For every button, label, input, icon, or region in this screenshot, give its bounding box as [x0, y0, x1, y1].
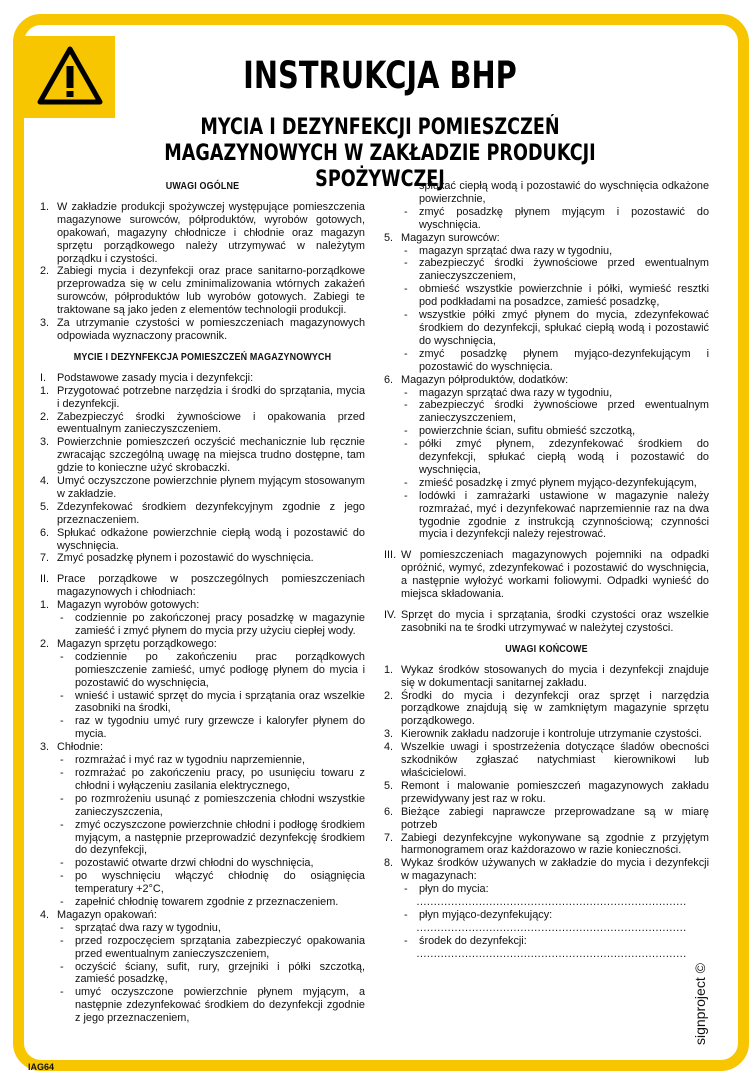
sub-item	[384, 883, 709, 896]
item-text: Powierzchnie pomieszczeń oczyścić mechanicznie lub ręcznie zwracając szczególną uwagę na miejsca trudno dostępne, tam gdzie to konieczne użyć skrobaczki.	[57, 436, 365, 475]
item-number: 5.	[384, 231, 394, 244]
section-heading: UWAGI OGÓLNE	[165, 180, 240, 192]
sub-item-text: rozmrażać i myć raz w tygodniu naprzemiennie,	[75, 754, 306, 767]
item-number: 8.	[384, 857, 394, 870]
item-text: Zabezpieczyć środki żywnościowe i opakowania przed ewentualnym zanieczyszczeniem.	[57, 410, 365, 436]
fill-in-line: ……………………………………………………………………	[416, 896, 687, 909]
spacer	[384, 601, 709, 609]
sub-item-text: zmyć oczyszczone powierzchnie chłodni i podłogę środkiem myjącym, a następnie przeprowadzić dezynfekcję środkiem do dezynfekcji,	[75, 818, 365, 857]
sub-item	[384, 477, 709, 490]
item-text: Za utrzymanie czystości w pomieszczeniach magazynowych odpowiada wyznaczony pracownik.	[57, 317, 365, 342]
dash-marker: -	[404, 438, 408, 451]
dash-marker: -	[60, 715, 64, 728]
sub-item	[40, 857, 365, 870]
item-number: 3.	[40, 741, 50, 754]
sub-item	[40, 612, 365, 638]
sub-item-text: umyć oczyszczone powierzchnie płynem myjącym, a następnie zdezynfekować środkiem do dezynfekcji zgodnie z jego przeznaczeniem,	[75, 986, 365, 1025]
dash-marker: -	[404, 244, 408, 257]
warning-triangle-icon	[37, 46, 103, 106]
item-text: Remont i malowanie pomieszczeń magazynowych zakładu przewidywany jest raz w roku.	[401, 779, 709, 805]
spacer	[40, 343, 365, 351]
dash-marker: -	[60, 689, 64, 702]
list-item	[40, 436, 365, 475]
item-text: Prace porządkowe w poszczególnych pomieszczeniach magazynowych i chłodniach:	[57, 573, 365, 599]
list-item	[40, 372, 365, 385]
item-text: Kierownik zakładu nadzoruje i kontroluje utrzymanie czystości.	[401, 728, 702, 741]
sub-item-text: środek do dezynfekcji:	[419, 934, 527, 947]
list-item	[40, 741, 365, 754]
item-text: Wszelkie uwagi i spostrzeżenia dotyczące śladów obecności szkodników zgłaszać natychmiast kierownikowi lub właścicielowi.	[401, 741, 709, 779]
item-text: Magazyn surowców:	[401, 231, 500, 244]
item-number: III.	[384, 549, 397, 562]
sub-item-text: spłukać ciepłą wodą i pozostawić do wyschnięcia odkażone powierzchnie,	[419, 180, 709, 205]
item-number: 2.	[40, 637, 50, 650]
sub-item	[40, 754, 365, 767]
sub-item-text: zmyć posadzkę płynem myjącym i pozostawić do wyschnięcia.	[419, 205, 709, 231]
item-number: 1.	[40, 384, 50, 397]
item-number: 3.	[40, 436, 50, 449]
sub-item	[40, 935, 365, 961]
sub-item-text: półki zmyć płynem, zdezynfekować środkiem do dezynfekcji, spłukać ciepłą wodą i pozostawić do wyschnięcia,	[419, 438, 709, 476]
list-item	[384, 728, 709, 741]
sub-item	[40, 690, 365, 716]
list-item	[384, 609, 709, 635]
item-number: 2.	[384, 689, 394, 702]
item-text: Spłukać odkażone powierzchnie ciepłą wodą i pozostawić do wyschnięcia.	[57, 526, 365, 552]
sub-item	[384, 245, 709, 258]
list-item	[40, 527, 365, 553]
item-number: 1.	[40, 599, 50, 612]
dash-marker: -	[404, 257, 408, 270]
dash-marker: -	[60, 896, 64, 909]
item-number: 4.	[40, 908, 50, 921]
item-number: 7.	[384, 831, 394, 844]
list-item	[40, 909, 365, 922]
item-text: Podstawowe zasady mycia i dezynfekcji:	[57, 371, 254, 384]
sub-item-text: rozmrażać po zakończeniu pracy, po usunięciu towaru z chłodni i wyłączeniu zasilania elektrycznego,	[75, 766, 365, 792]
dash-marker: -	[404, 934, 408, 947]
dash-marker: -	[60, 818, 64, 831]
item-number: 1.	[40, 200, 50, 213]
list-item	[40, 599, 365, 612]
sub-item-text: obmieść wszystkie powierzchnie i półki, wymieść resztki pod podkładami na posadzce, zamieść posadzkę,	[419, 283, 709, 309]
item-text: Magazyn sprzętu porządkowego:	[57, 637, 217, 650]
sub-item	[384, 935, 709, 948]
sub-item-text: zmyć posadzkę płynem myjąco-dezynfekującym i pozostawić do wyschnięcia.	[419, 347, 709, 373]
sub-item-text: płyn do mycia:	[419, 883, 489, 896]
list-item	[384, 857, 709, 883]
sub-item-text: lodówki i zamrażarki ustawione w magazynie należy rozmrażać, myć i dezynfekować naprzemiennie raz na dwa tygodnie zgodnie z instrukcją czynnościową; czynności mycia i dezynfekcji należy rejestrować.	[419, 489, 709, 541]
spacer	[384, 541, 709, 549]
sub-item	[384, 206, 709, 232]
sub-item	[40, 651, 365, 690]
dash-marker: -	[60, 792, 64, 805]
item-text: Magazyn opakowań:	[57, 908, 157, 921]
dash-marker: -	[60, 766, 64, 779]
sub-item-text: płyn myjąco-dezynfekujący:	[419, 908, 553, 921]
sub-item-text: powierzchnie ścian, sufitu obmieść szczotką,	[419, 425, 636, 438]
sub-item-text: codziennie po zakończonej pracy posadzkę w magazynie zamieść i zmyć płynem do mycia przy użyciu ciepłej wody.	[75, 612, 365, 637]
section-heading: UWAGI KOŃCOWE	[505, 642, 588, 655]
sub-item	[384, 180, 709, 206]
sub-item-text: raz w tygodniu umyć rury grzewcze i kaloryfer płynem do mycia.	[75, 715, 365, 741]
dash-marker: -	[404, 883, 408, 896]
item-number: 2.	[40, 265, 50, 278]
left-column	[40, 180, 365, 1025]
dash-marker: -	[60, 650, 64, 663]
sub-item-text: pozostawić otwarte drzwi chłodni do wyschnięcia,	[75, 857, 314, 870]
subtitle-line-1: MYCIA I DEZYNFEKCJI POMIESZCZEŃ	[200, 115, 560, 140]
item-number: 6.	[40, 526, 50, 539]
item-text: Bieżące zabiegi naprawcze przeprowadzane są w miarę potrzeb	[401, 805, 709, 831]
sub-item	[40, 819, 365, 858]
dash-marker: -	[404, 399, 408, 412]
spacer	[384, 635, 709, 643]
item-number: 2.	[40, 410, 50, 423]
item-text: W zakładzie produkcji spożywczej występujące pomieszczenia magazynowe surowców, półproduktów, wyrobów gotowych, opakowań, magazyny chłodnicze i chłodnie oraz magazyn sprzętu porządkowego należy utrzymywać w należytym porządku i czystości.	[57, 200, 365, 265]
dash-marker: -	[60, 612, 64, 625]
item-number: 6.	[384, 805, 394, 818]
dash-marker: -	[404, 347, 408, 360]
sub-item-text: codziennie po zakończeniu prac porządkowych pomieszczenie zamieść, umyć podłogę płynem do mycia i pozostawić do wyschnięcia,	[75, 650, 365, 689]
list-item	[384, 664, 709, 690]
dash-marker: -	[404, 205, 408, 218]
list-item	[384, 741, 709, 780]
item-text: Sprzęt do mycia i sprzątania, środki czystości oraz wszelkie zasobniki na te środki utrzymywać w należytej czystości.	[401, 609, 709, 634]
dash-marker: -	[404, 386, 408, 399]
sub-item	[384, 438, 709, 477]
sub-item-text: po wyschnięciu włączyć chłodnię do osiągnięcia temperatury +2°C,	[75, 870, 365, 896]
list-item	[384, 806, 709, 832]
sub-item	[40, 870, 365, 896]
dash-marker: -	[404, 283, 408, 296]
fill-in-line: ……………………………………………………………………	[416, 921, 687, 934]
item-text: Wykaz środków używanych w zakładzie do mycia i dezynfekcji w magazynach:	[401, 857, 709, 883]
item-number: 1.	[384, 663, 394, 676]
item-text: Środki do mycia i dezynfekcji oraz sprzęt i narzędzia porządkowe znajdują się w zamkniętym magazynie sprzętu porządkowego.	[401, 689, 709, 728]
list-item	[384, 780, 709, 806]
sub-item-text: zmieść posadzkę i zmyć płynem myjąco-dezynfekującym,	[419, 476, 697, 489]
sub-item-text: zapełnić chłodnię towarem zgodnie z przeznaczeniem.	[75, 896, 339, 909]
item-number: IV.	[384, 609, 397, 621]
right-column	[384, 180, 709, 961]
item-text: Chłodnie:	[57, 741, 104, 754]
subtitle-line-2: MAGAZYNOWYCH W ZAKŁADZIE PRODUKCJI SPOŻYWCZEJ	[164, 141, 596, 192]
sub-item-text: po rozmrożeniu usunąć z pomieszczenia chłodni wszystkie zanieczyszczenia,	[75, 792, 365, 818]
item-number: I.	[40, 371, 47, 384]
dash-marker: -	[404, 425, 408, 438]
sub-item	[40, 986, 365, 1025]
item-text: Umyć oczyszczone powierzchnie płynem myjącym stosowanym w zakładzie.	[57, 475, 365, 500]
item-text: Magazyn wyrobów gotowych:	[57, 599, 200, 612]
warning-sign	[24, 36, 115, 118]
list-item	[40, 638, 365, 651]
item-number: 5.	[384, 779, 394, 792]
dash-marker: -	[60, 960, 64, 973]
list-item	[384, 232, 709, 245]
list-item	[40, 385, 365, 411]
sub-item	[384, 387, 709, 400]
sub-item-text: sprzątać dwa razy w tygodniu,	[75, 921, 221, 934]
list-item	[384, 690, 709, 729]
sub-item-text: wnieść i ustawić sprzęt do mycia i sprzątania oraz wszelkie zasobniki na środki,	[75, 689, 365, 715]
item-number: II.	[40, 573, 50, 586]
dash-marker: -	[60, 857, 64, 870]
sub-item	[40, 793, 365, 819]
list-item	[40, 411, 365, 437]
list-item	[40, 552, 365, 565]
sub-item	[384, 425, 709, 438]
list-item	[384, 832, 709, 858]
list-item	[40, 265, 365, 317]
sub-item-text: przed rozpoczęciem sprzątania zabezpieczyć opakowania przed ewentualnym zanieczyszczeniem,	[75, 934, 365, 960]
sub-item	[384, 348, 709, 374]
item-text: Wykaz środków stosowanych do mycia i dezynfekcji znajduje się w dokumentacji sanitarnej zakładu.	[401, 663, 709, 689]
sub-item	[384, 309, 709, 348]
spacer	[40, 565, 365, 573]
item-text: Przygotować potrzebne narzędzia i środki do sprzątania, mycia i dezynfekcji.	[57, 384, 365, 410]
dash-marker: -	[60, 870, 64, 883]
list-item	[40, 201, 365, 266]
sub-item	[384, 909, 709, 922]
item-text: W pomieszczeniach magazynowych pojemniki na odpadki opróżnić, wymyć, zdezynfekować i pozostawić do wyschnięcia, a następnie wyłożyć workami foliowymi. Odpadki wynieść do miejsca składowania.	[401, 549, 709, 601]
dash-marker: -	[404, 476, 408, 489]
sub-item-text: zabezpieczyć środki żywnościowe przed ewentualnym zanieczyszczeniem,	[419, 399, 709, 425]
list-item	[40, 475, 365, 501]
item-number: 7.	[40, 552, 50, 565]
list-item	[40, 573, 365, 599]
sub-item	[384, 399, 709, 425]
sub-item	[384, 490, 709, 542]
sub-item	[384, 283, 709, 309]
dash-marker: -	[60, 934, 64, 947]
item-number: 3.	[40, 317, 50, 330]
dash-marker: -	[60, 921, 64, 934]
item-number: 4.	[384, 741, 394, 754]
sub-item	[40, 767, 365, 793]
dash-marker: -	[404, 908, 408, 921]
sub-item	[40, 896, 365, 909]
dash-marker: -	[60, 986, 64, 999]
item-number: 4.	[40, 475, 50, 488]
item-text: Zmyć posadzkę płynem i pozostawić do wyschnięcia.	[57, 552, 314, 565]
sub-item-text: wszystkie półki zmyć płynem do mycia, zdezynfekować środkiem do dezynfekcji, spłukać ciepłą wodą i pozostawić do wyschnięcia,	[419, 309, 709, 347]
dash-marker: -	[404, 309, 408, 322]
list-item	[40, 317, 365, 343]
sub-item-text: magazyn sprzątać dwa razy w tygodniu,	[419, 386, 613, 399]
sub-item-text: magazyn sprzątać dwa razy w tygodniu,	[419, 244, 613, 257]
sub-item	[40, 961, 365, 987]
dash-marker: -	[404, 489, 408, 502]
item-number: 5.	[40, 500, 50, 513]
item-text: Zabiegi dezynfekcyjne wykonywane są zgodnie z przyjętym harmonogramem oraz każdorazowo w razie konieczności.	[401, 831, 709, 857]
sub-item	[384, 257, 709, 283]
sub-item	[40, 715, 365, 741]
sub-item-text: zabezpieczyć środki żywnościowe przed ewentualnym zanieczyszczeniem,	[419, 257, 709, 283]
item-number: 6.	[384, 373, 394, 386]
list-item	[384, 549, 709, 601]
list-item	[40, 501, 365, 527]
product-code: IAG64	[28, 1062, 55, 1072]
item-text: Zdezynfekować środkiem dezynfekcyjnym zgodnie z jego przeznaczeniem.	[57, 500, 365, 526]
item-text: Magazyn półproduktów, dodatków:	[401, 373, 569, 386]
page-title: INSTRUKCJA BHP	[243, 54, 517, 97]
fill-in-line: ……………………………………………………………………	[416, 947, 687, 960]
sub-item-text: oczyścić ściany, sufit, rury, grzejniki i półki szczotką, zamieść posadzkę,	[75, 960, 365, 986]
item-number: 3.	[384, 728, 394, 741]
sub-item	[40, 922, 365, 935]
brand-mark: signproject ©	[692, 963, 708, 1045]
dash-marker: -	[60, 754, 64, 767]
item-text: Zabiegi mycia i dezynfekcji oraz prace sanitarno-porządkowe przeprowadza się w celu zminimalizowania wtórnych zakażeń surowców, półproduktów lub wyrobów gotowych. Zabiegi te traktowane są jako jeden z elementów technologii produkcji.	[57, 265, 365, 317]
section-heading: MYCIE I DEZYNFEKCJA POMIESZCZEŃ MAGAZYNOWYCH	[73, 350, 332, 363]
list-item	[384, 374, 709, 387]
